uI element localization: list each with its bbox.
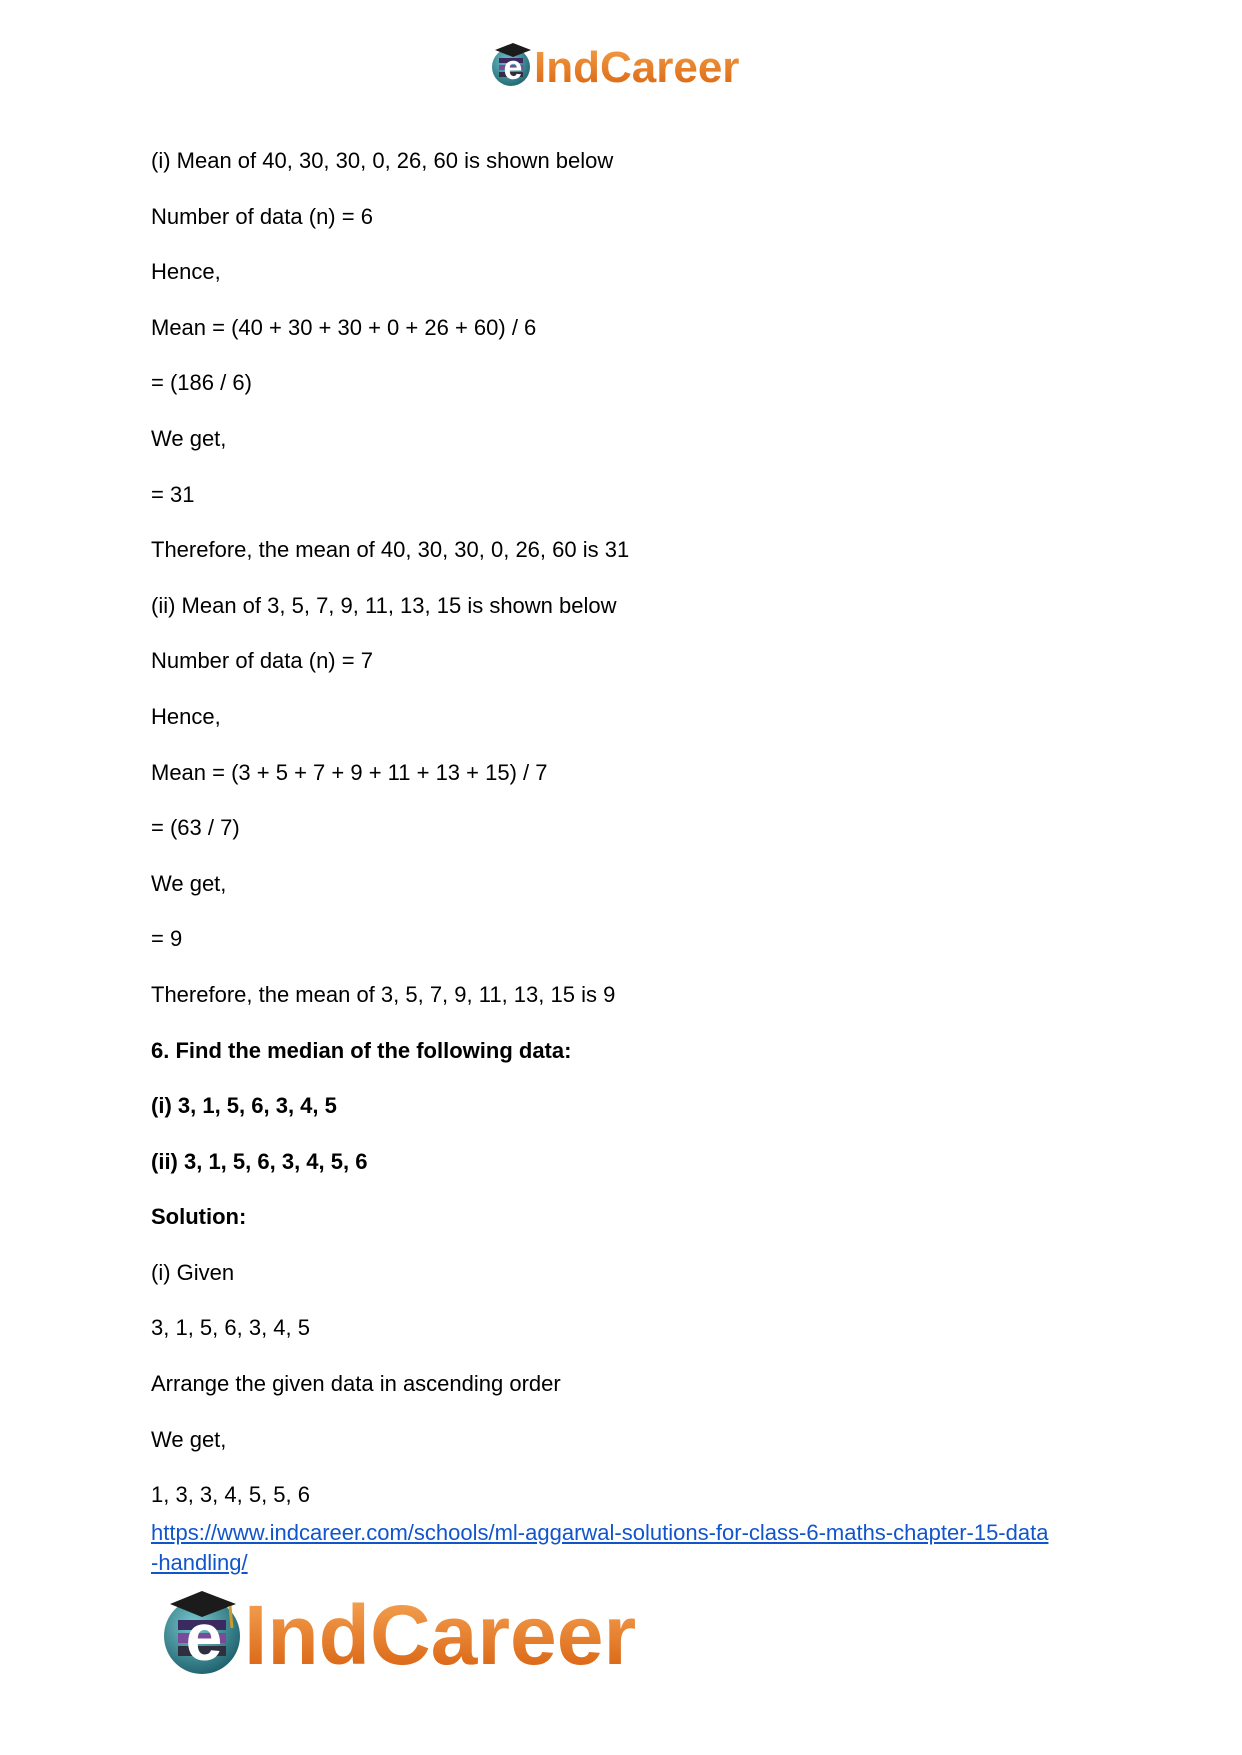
text-line: Mean = (40 + 30 + 30 + 0 + 26 + 60) / 6	[151, 314, 537, 340]
text-line: = (63 / 7)	[151, 815, 240, 841]
text-line: We get,	[151, 425, 227, 451]
source-link-line-1[interactable]: https://www.indcareer.com/schools/ml-aggarwal-solutions-for-class-6-maths-chapter-15-data	[151, 1520, 1049, 1545]
indcareer-logo-icon	[489, 38, 779, 94]
text-line: Therefore, the mean of 3, 5, 7, 9, 11, 13, 15 is 9	[151, 981, 616, 1007]
heading-line: (i) 3, 1, 5, 6, 3, 4, 5	[151, 1093, 337, 1119]
header-logo	[489, 38, 779, 94]
source-link-line-2[interactable]: -handling/	[151, 1550, 248, 1575]
heading-line: 6. Find the median of the following data:	[151, 1037, 572, 1063]
text-line: 1, 3, 3, 4, 5, 5, 6	[151, 1482, 310, 1508]
text-line: = 9	[151, 926, 183, 952]
text-line: We get,	[151, 870, 227, 896]
header-logo-text: IndCareer	[534, 43, 740, 92]
svg-text:e: e	[503, 49, 523, 87]
text-line: Number of data (n) = 6	[151, 203, 373, 229]
text-line: (ii) Mean of 3, 5, 7, 9, 11, 13, 15 is shown below	[151, 592, 617, 618]
text-line: (i) Mean of 40, 30, 30, 0, 26, 60 is shown below	[151, 148, 614, 173]
footer-logo	[160, 1584, 705, 1676]
text-line: Hence,	[151, 703, 221, 729]
footer-logo-text: IndCareer	[244, 1588, 637, 1676]
text-line: Number of data (n) = 7	[151, 648, 373, 674]
text-line: Arrange the given data in ascending order	[151, 1371, 561, 1397]
text-line: Hence,	[151, 259, 221, 285]
text-line: Therefore, the mean of 40, 30, 30, 0, 26, 60 is 31	[151, 537, 630, 563]
text-line: (i) Given	[151, 1259, 235, 1285]
text-line: Mean = (3 + 5 + 7 + 9 + 11 + 13 + 15) / 7	[151, 759, 548, 785]
document-body	[151, 148, 1111, 1538]
indcareer-footer-logo-icon	[160, 1584, 705, 1676]
heading-line: Solution:	[151, 1204, 247, 1230]
text-line: 3, 1, 5, 6, 3, 4, 5	[151, 1315, 310, 1341]
source-link[interactable]	[151, 1518, 1111, 1578]
svg-text:e: e	[185, 1600, 223, 1674]
text-line: We get,	[151, 1426, 227, 1452]
heading-line: (ii) 3, 1, 5, 6, 3, 4, 5, 6	[151, 1148, 368, 1174]
text-line: = (186 / 6)	[151, 370, 252, 396]
text-line: = 31	[151, 481, 195, 507]
